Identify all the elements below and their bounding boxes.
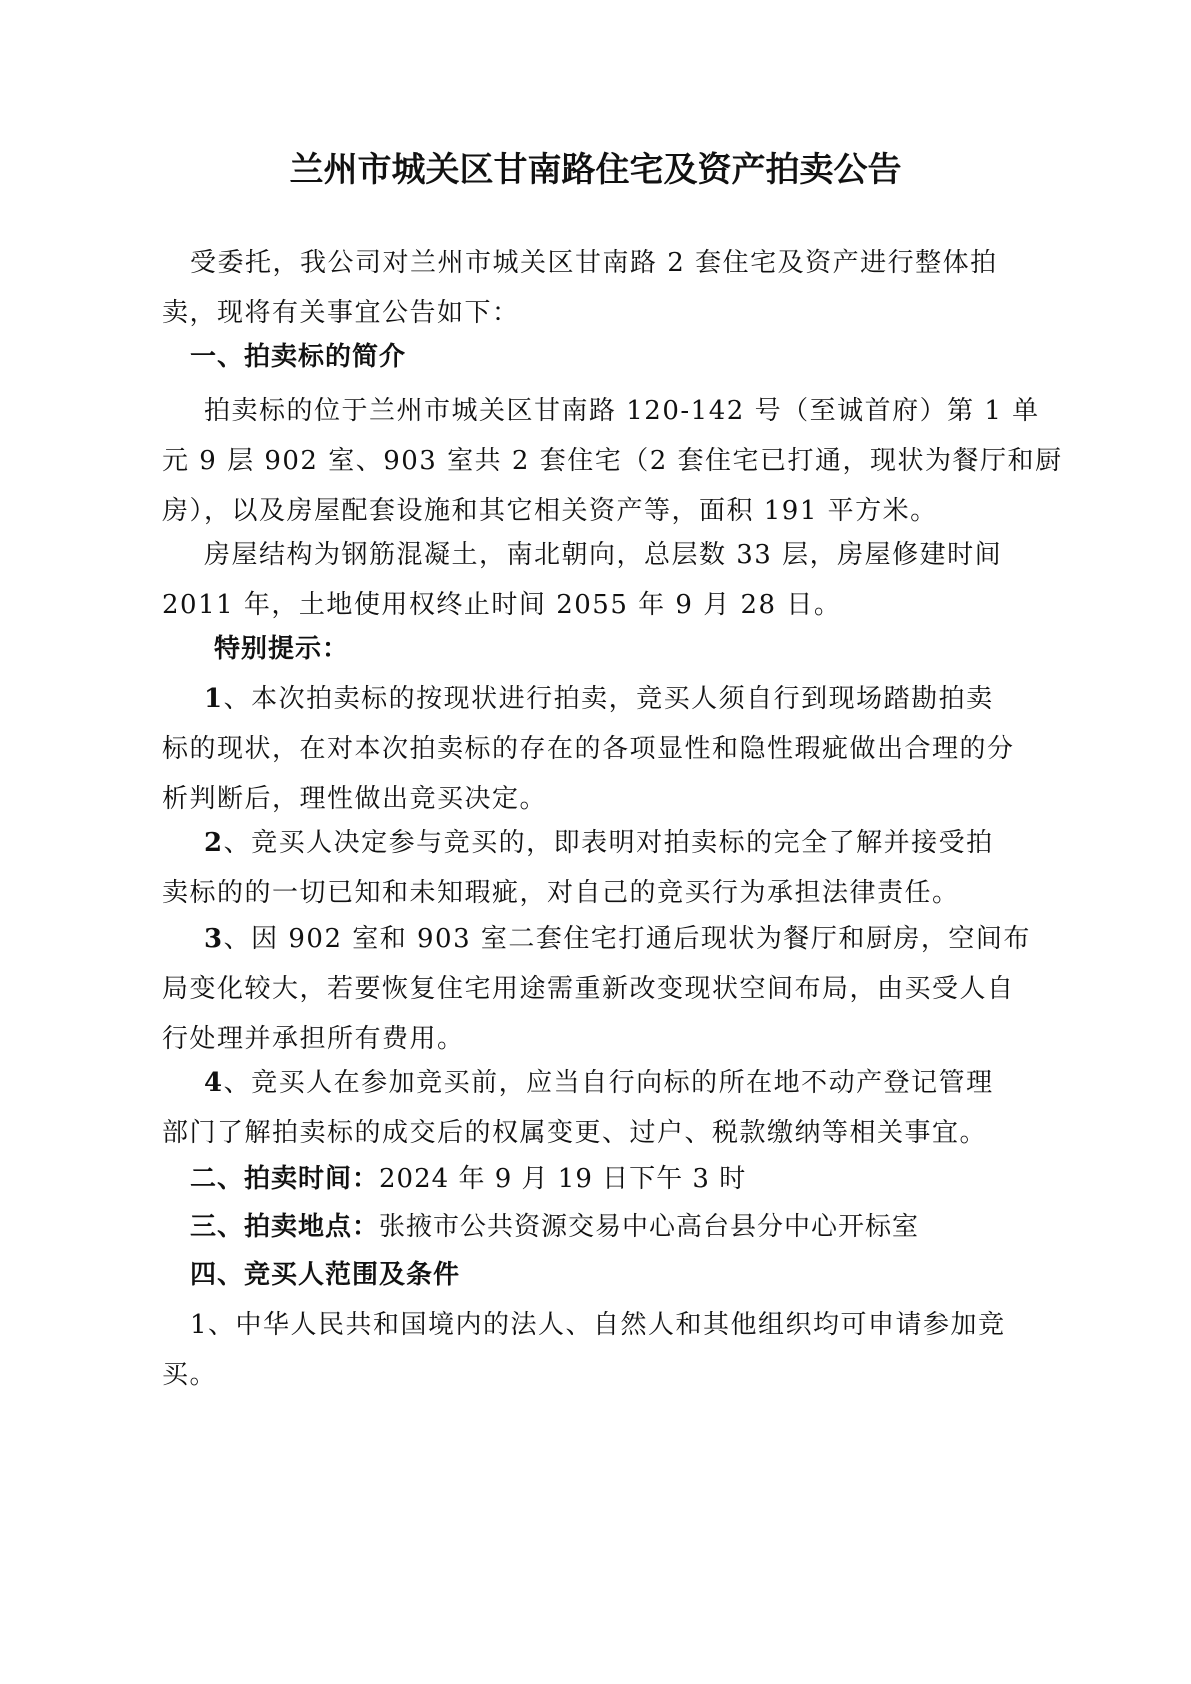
notice-item-2-line-1 — [162, 818, 1072, 868]
notice-item-4-line-2: 部门了解拍卖标的成交后的权属变更、过户、税款缴纳等相关事宜。 — [162, 1118, 988, 1148]
notice-item-1-number: 1 — [204, 684, 224, 714]
intro-line-2: 卖，现将有关事宜公告如下： — [162, 298, 520, 328]
notice-item-3-line-3: 行处理并承担所有费用。 — [162, 1024, 465, 1054]
notice-item-3 — [162, 914, 1072, 1064]
section-3-heading: 三、拍卖地点： — [190, 1212, 380, 1242]
notice-item-1 — [162, 674, 1072, 824]
notice-item-1-line-2: 标的现状，在对本次拍卖标的存在的各项显性和隐性瑕疵做出合理的分 — [162, 734, 1015, 764]
notice-item-4-text: 、竞买人在参加竞买前，应当自行向标的所在地不动产登记管理 — [223, 1068, 994, 1098]
notice-item-3-number: 3 — [204, 924, 224, 954]
notice-item-3-text: 、因 902 室和 903 室二套住宅打通后现状为餐厅和厨房，空间布 — [223, 924, 1031, 954]
notice-item-4-number: 4 — [204, 1068, 224, 1098]
section-2 — [190, 1154, 746, 1204]
section-1-heading: 一、拍卖标的简介 — [190, 342, 407, 372]
section-4-heading: 四、竞买人范围及条件 — [190, 1260, 461, 1290]
section-3-value: 张掖市公共资源交易中心高台县分中心开标室 — [379, 1212, 920, 1242]
intro-paragraph — [162, 238, 1072, 338]
section-4-item-1-line-1: 1、中华人民共和国境内的法人、自然人和其他组织均可申请参加竞 — [190, 1310, 1006, 1340]
section-4-item-1-line-2: 买。 — [162, 1360, 218, 1390]
section-2-heading: 二、拍卖时间： — [190, 1164, 380, 1194]
notice-item-2 — [162, 818, 1072, 918]
notice-item-1-line-3: 析判断后，理性做出竞买决定。 — [162, 784, 548, 814]
section-1-paragraph-2 — [162, 530, 1072, 630]
intro-line-1: 受委托，我公司对兰州市城关区甘南路 2 套住宅及资产进行整体拍 — [190, 248, 998, 278]
special-notice-heading: 特别提示： — [214, 634, 350, 664]
section-1-p1-line-1: 拍卖标的位于兰州市城关区甘南路 120-142 号（至诚首府）第 1 单 — [204, 396, 1040, 426]
notice-item-2-number: 2 — [204, 828, 224, 858]
document-title: 兰州市城关区甘南路住宅及资产拍卖公告 — [289, 150, 902, 190]
section-3 — [190, 1202, 919, 1252]
section-1-p2-line-2: 2011 年，土地使用权终止时间 2055 年 9 月 28 日。 — [162, 590, 842, 620]
notice-item-4-line-1 — [162, 1058, 1072, 1108]
section-4-item-1 — [162, 1300, 1072, 1400]
notice-item-3-line-2: 局变化较大，若要恢复住宅用途需重新改变现状空间布局，由买受人自 — [162, 974, 1015, 1004]
section-1-p2-line-1: 房屋结构为钢筋混凝土，南北朝向，总层数 33 层，房屋修建时间 — [204, 540, 1003, 570]
notice-item-2-text: 、竞买人决定参与竞买的，即表明对拍卖标的完全了解并接受拍 — [223, 828, 994, 858]
section-1-p1-line-3: 房），以及房屋配套设施和其它相关资产等，面积 191 平方米。 — [162, 496, 938, 526]
section-1-paragraph-1 — [162, 386, 1072, 536]
section-1-p1-line-2: 元 9 层 902 室、903 室共 2 套住宅（2 套住宅已打通，现状为餐厅和厨 — [162, 446, 1063, 476]
section-2-value: 2024 年 9 月 19 日下午 3 时 — [379, 1164, 747, 1194]
notice-item-1-line-1 — [162, 674, 1072, 724]
notice-item-4 — [162, 1058, 1072, 1158]
notice-item-2-line-2: 卖标的的一切已知和未知瑕疵，对自己的竞买行为承担法律责任。 — [162, 878, 960, 908]
notice-item-1-text: 、本次拍卖标的按现状进行拍卖，竞买人须自行到现场踏勘拍卖 — [223, 684, 994, 714]
notice-item-3-line-1 — [162, 914, 1072, 964]
